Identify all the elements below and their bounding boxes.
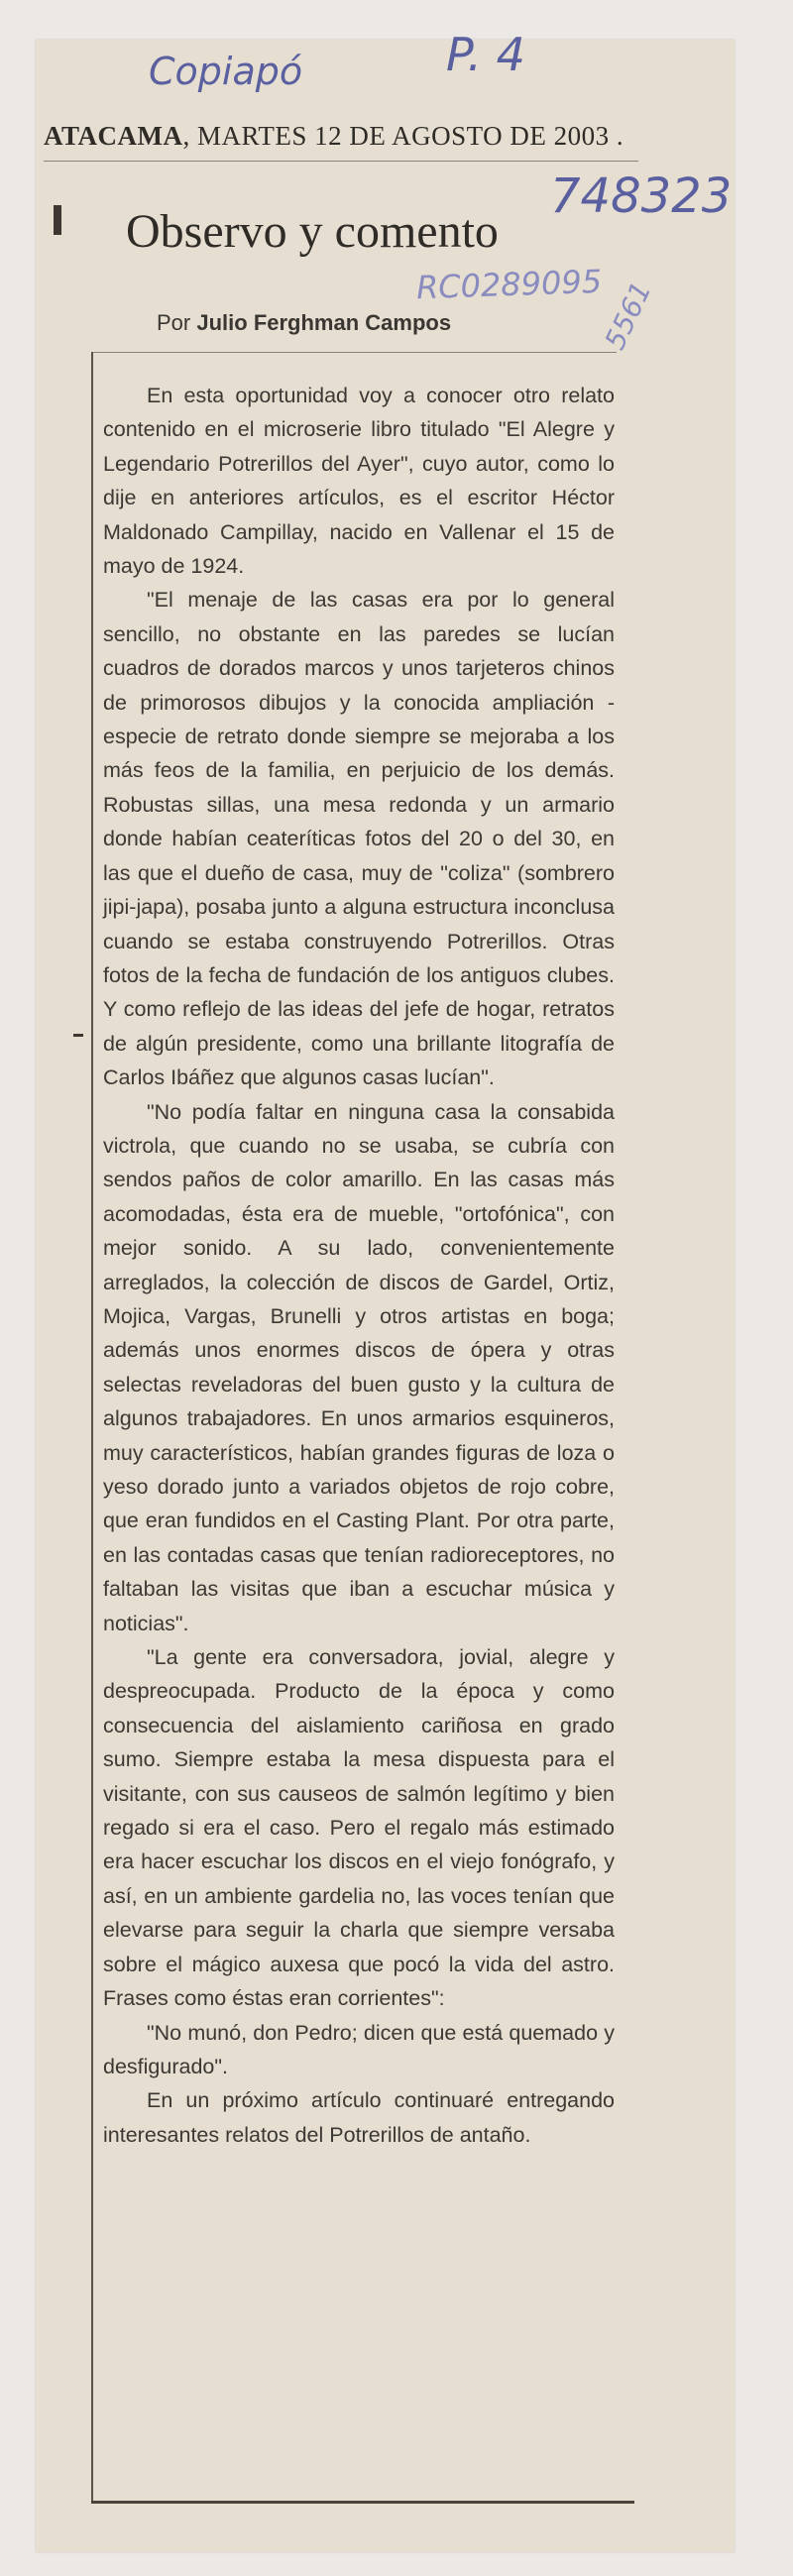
- newspaper-date: , MARTES 12 DE AGOSTO DE 2003 .: [182, 121, 624, 151]
- newspaper-masthead: [44, 121, 623, 152]
- paragraph: En esta oportunidad voy a conocer otro relato contenido en el microserie libro titulado "El Alegre y Legendario Potrerillos del Ayer", cuyo autor, como lo dije en anteriores artículos, es el escritor Héctor Maldonado Campillay, nacido en Vallenar el 15 de mayo de 1924.: [103, 384, 615, 579]
- author-name: Julio Ferghman Campos: [196, 310, 452, 335]
- column-top-rule: [91, 352, 617, 353]
- margin-mark: [54, 205, 61, 235]
- column-left-rule: [91, 352, 93, 2503]
- paragraph: "No podía faltar en ninguna casa la consabida victrola, que cuando no se usaba, se cubría con sendos paños de color amarillo. En las casas más acomodadas, ésta era de mueble, "ortofónica", con mejor sonido. A su lado, convenientemente arreglados, la colección de discos de Gardel, Ortiz, Mojica, Vargas, Brunelli y otros artistas en boga; además unos enormes discos de ópera y otras selectas reveladoras del buen gusto y la cultura de algunos trabajadores. En unos armarios esquineros, muy característicos, habían grandes figuras de loza o yeso dorado junto a variados objetos de rojo cobre, que eran fundidos en el Casting Plant. Por otra parte, en las contadas casas que tenían radioreceptores, no faltaban las visitas que iban a escuchar música y noticias".: [103, 1099, 615, 1635]
- handwritten-page: P. 4: [446, 28, 525, 81]
- article-body: [103, 379, 615, 2152]
- handwritten-city: Copiapó: [149, 50, 303, 93]
- paragraph: "No munó, don Pedro; dicen que está quemado y desfigurado".: [103, 2020, 615, 2078]
- paragraph: "La gente era conversadora, jovial, alegre y despreocupada. Producto de la época y como consecuencia del aislamiento cariñosa en grado sumo. Siempre estaba la mesa dispuesta para el visitante, con sus causeos de salmón legítimo y bien regado si era el caso. Pero el regalo más estimado era hacer escuchar los discos en el viejo fonógrafo, y así, en un ambiente gardelia no, las voces tenían que elevarse para seguir la charla que siempre versaba sobre el mágico auxesa que pocó la vida del astro. Frases como éstas eran corrientes":: [103, 1645, 615, 2011]
- byline: [157, 310, 451, 336]
- margin-dash: [73, 1034, 83, 1037]
- handwritten-code: RC0289095: [415, 262, 603, 307]
- masthead-rule: [44, 161, 638, 162]
- paragraph: "El menaje de las casas era por lo general sencillo, no obstante en las paredes se lucían cuadros de dorados marcos y unos tarjeteros chinos de primorosos dibujos y la conocida ampliación -especie de retrato donde siempre se mejoraba a los más feos de la familia, en perjuicio de los demás. Robustas sillas, una mesa redonda y un armario donde habían ceateríticas fotos del 20 o del 30, en las que el dueño de casa, muy de "coliza" (sombrero jipi-japa), posaba junto a alguna estructura inconclusa cuando se estaba construyendo Potrerillos. Otras fotos de la fecha de fundación de los antiguos clubes. Y como reflejo de las ideas del jefe de hogar, retratos de algún presidente, como una brillante litografía de Carlos Ibáñez que algunos casas lucían".: [103, 588, 615, 1090]
- byline-prefix: Por: [157, 310, 191, 335]
- handwritten-number: 748323: [550, 168, 733, 224]
- article-title: Observo y comento: [126, 205, 499, 258]
- handwritten-side-number: 5561: [598, 277, 658, 355]
- column-bottom-rule: [91, 2501, 634, 2504]
- paragraph: En un próximo artículo continuaré entregando interesantes relatos del Potrerillos de antaño.: [103, 2088, 615, 2147]
- newspaper-name: ATACAMA: [44, 121, 183, 151]
